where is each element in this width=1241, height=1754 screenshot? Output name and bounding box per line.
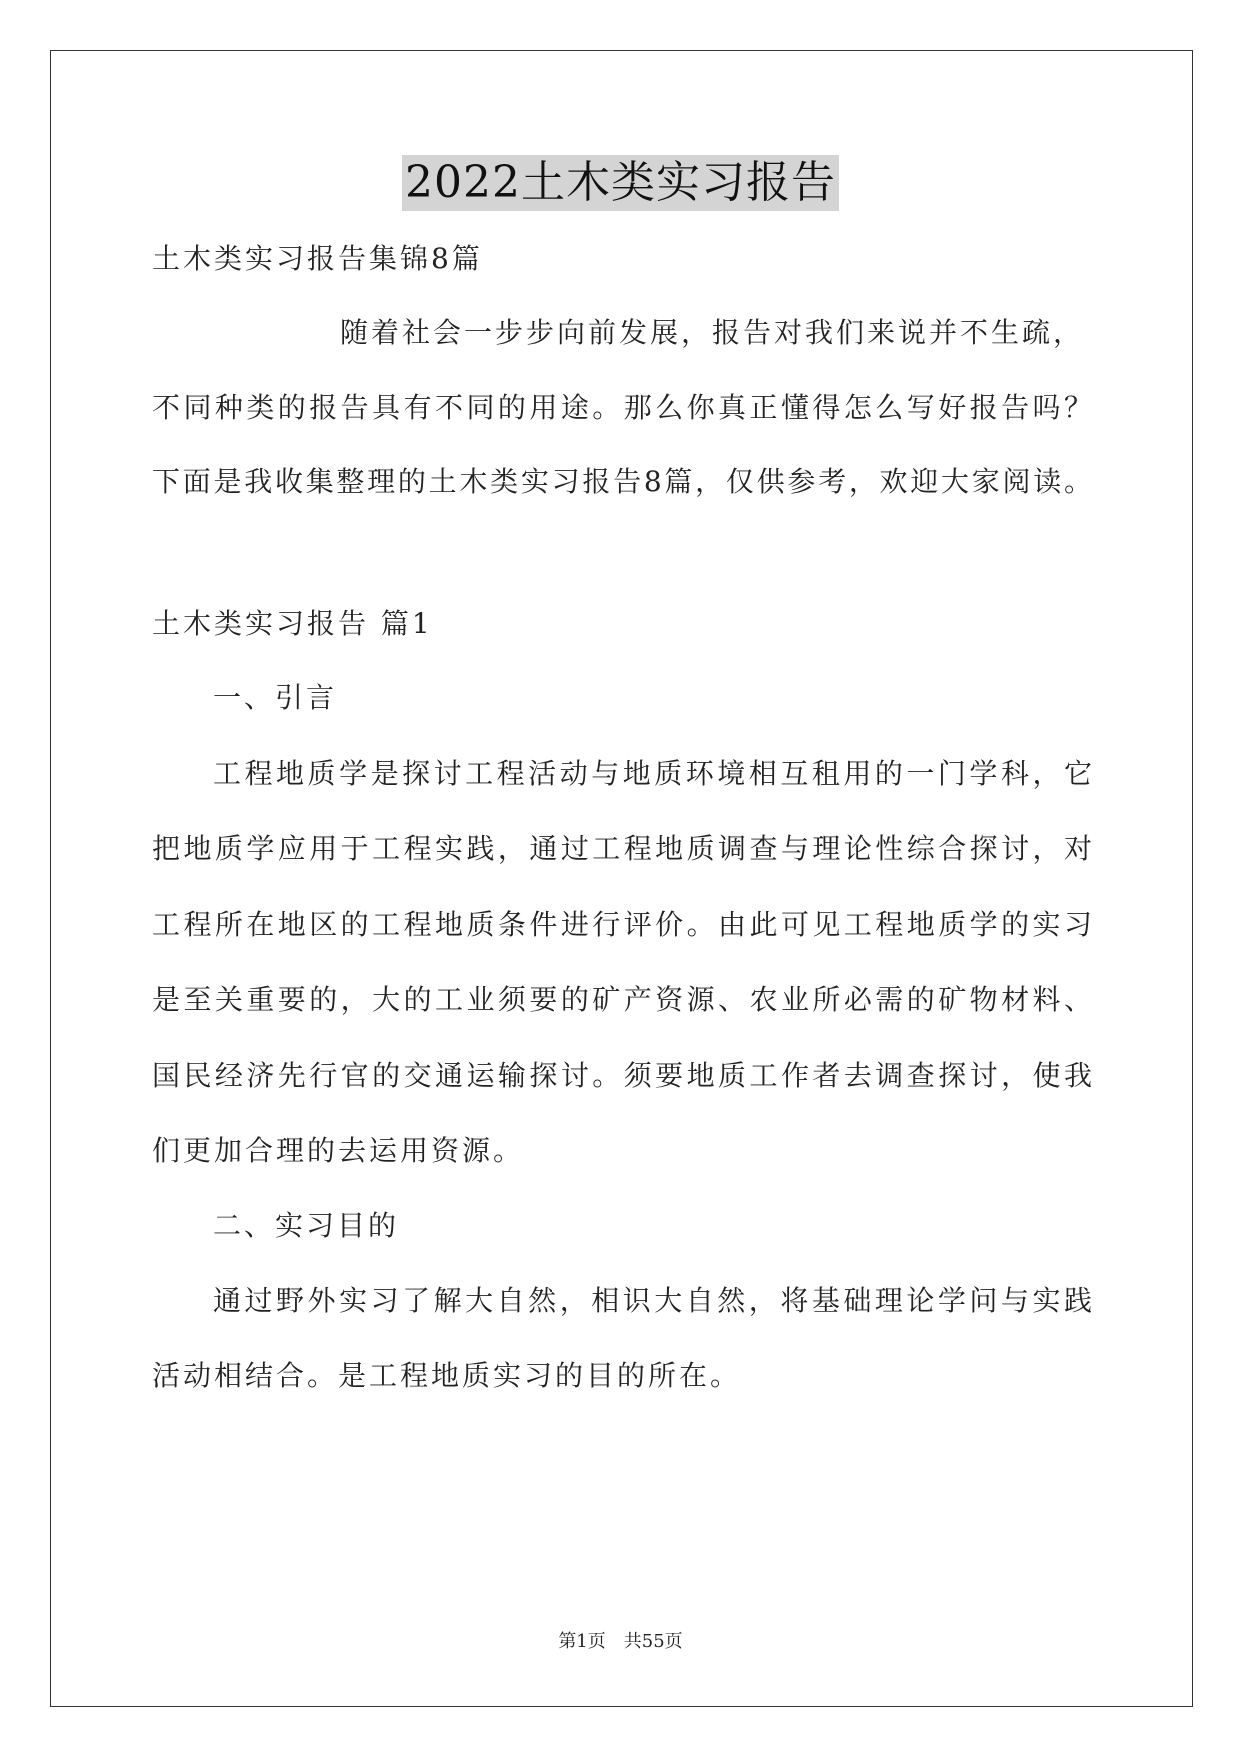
paragraph-line: 把地质学应用于工程实践，通过工程地质调查与理论性综合探讨，对 bbox=[152, 832, 1094, 865]
heading-introduction: 一、引言 bbox=[213, 681, 338, 714]
paragraph-line: 们更加合理的去运用资源。 bbox=[152, 1134, 525, 1167]
page-total: 共55页 bbox=[623, 1631, 683, 1652]
paragraph-line: 国民经济先行官的交通运输探讨。须要地质工作者去调查探讨，使我 bbox=[152, 1059, 1094, 1092]
paragraph-line: 活动相结合。是工程地质实习的目的所在。 bbox=[152, 1359, 742, 1392]
title-wrapper bbox=[0, 155, 1241, 211]
page-number: 第1页 bbox=[558, 1631, 606, 1652]
section-heading: 土木类实习报告 篇1 bbox=[152, 607, 433, 640]
intro-line: 随着社会一步步向前发展，报告对我们来说并不生疏， bbox=[340, 316, 1085, 349]
paragraph-line: 通过野外实习了解大自然，相识大自然，将基础理论学问与实践 bbox=[213, 1284, 1094, 1317]
page-border bbox=[50, 50, 1193, 1707]
document-subtitle: 土木类实习报告集锦8篇 bbox=[152, 242, 483, 275]
document-title: 2022土木类实习报告 bbox=[402, 155, 839, 211]
paragraph-line: 工程地质学是探讨工程活动与地质环境相互租用的一门学科，它 bbox=[213, 757, 1094, 790]
page-footer bbox=[0, 1630, 1241, 1654]
heading-purpose: 二、实习目的 bbox=[213, 1209, 400, 1242]
intro-line: 下面是我收集整理的土木类实习报告8篇，仅供参考，欢迎大家阅读。 bbox=[152, 465, 1094, 498]
paragraph-line: 是至关重要的，大的工业须要的矿产资源、农业所必需的矿物材料、 bbox=[152, 983, 1094, 1016]
paragraph-line: 工程所在地区的工程地质条件进行评价。由此可见工程地质学的实习 bbox=[152, 908, 1094, 941]
intro-line: 不同种类的报告具有不同的用途。那么你真正懂得怎么写好报告吗？ bbox=[152, 391, 1094, 424]
